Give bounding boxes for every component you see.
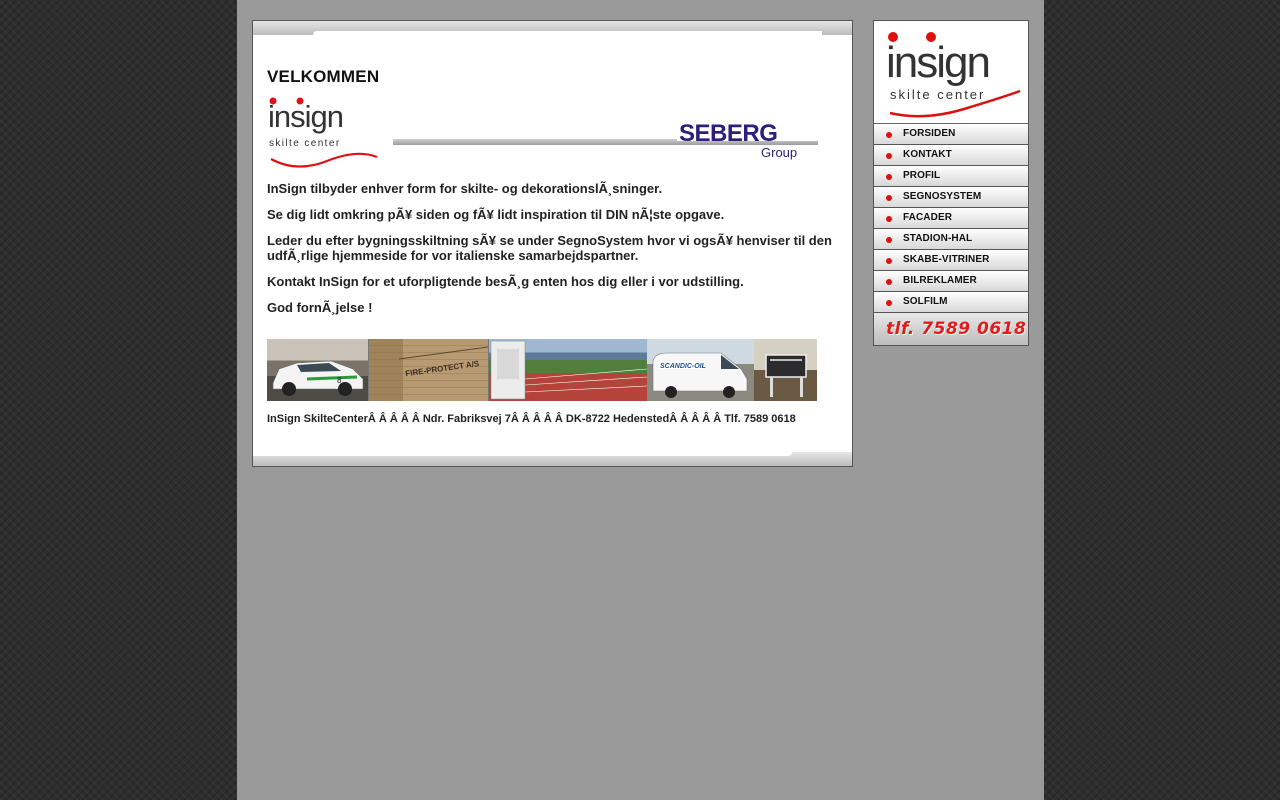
svg-text:insign: insign: [886, 38, 989, 87]
nav-item-skabe-vitriner[interactable]: [874, 250, 1028, 271]
panel-top-bar: [253, 21, 852, 35]
nav-label: FORSIDEN: [903, 128, 956, 139]
bullet-icon: [886, 300, 892, 306]
nav-item-bilreklamer[interactable]: [874, 271, 1028, 292]
nav-label: PROFIL: [903, 170, 941, 181]
nav-item-profil[interactable]: [874, 166, 1028, 187]
svg-text:Group: Group: [761, 145, 798, 160]
bullet-icon: [886, 174, 892, 180]
intro-paragraph-4: Kontakt InSign for et uforpligtende besÃ¸g enten hos dig eller i vor udstilling.: [267, 274, 744, 289]
seberg-group-logo: [677, 115, 819, 163]
photo-strip: [267, 331, 818, 401]
svg-text:skilte center: skilte center: [890, 87, 986, 102]
phone-banner: [874, 313, 1028, 345]
nav-item-facader[interactable]: [874, 208, 1028, 229]
intro-paragraph-5: God fornÃ¸jelse !: [267, 300, 373, 315]
nav-item-stadion-hal[interactable]: [874, 229, 1028, 250]
nav-label: SEGNOSYSTEM: [903, 191, 982, 202]
photo-van: [647, 339, 755, 401]
insign-logo: [267, 97, 381, 171]
photo-signboard: [754, 339, 817, 401]
bullet-icon: [886, 216, 892, 222]
nav-label: SOLFILM: [903, 296, 948, 307]
header-banner: [267, 97, 818, 171]
photo-stadium: [489, 339, 648, 401]
svg-text:8: 8: [337, 376, 342, 385]
nav-item-solfilm[interactable]: [874, 292, 1028, 313]
nav-label: SKABE-VITRINER: [903, 254, 990, 265]
nav-item-kontakt[interactable]: [874, 145, 1028, 166]
nav-label: KONTAKT: [903, 149, 952, 160]
insign-logo-large: [874, 21, 1028, 123]
photo-race-car: [267, 339, 369, 401]
svg-text:SCANDIC-OIL: SCANDIC-OIL: [660, 363, 706, 370]
page-title: VELKOMMEN: [267, 67, 380, 86]
bullet-icon: [886, 258, 892, 264]
intro-paragraph-3: Leder du efter bygningsskiltning sÃ¥ se under SegnoSystem hvor vi ogsÃ¥ henviser til den udfÃ¸rlige hjemmeside for vor italienske samarbejdspartner.: [267, 233, 832, 263]
sidebar: [873, 20, 1029, 346]
panel-bottom-bar: [253, 452, 852, 466]
address-footer: InSign SkilteCenterÂ Â Â Â Â Ndr. Fabriksvej 7Â Â Â Â Â DK-8722 HedenstedÂ Â Â Â Â Tlf. 7589 0618: [267, 413, 796, 425]
bullet-icon: [886, 195, 892, 201]
nav-label: STADION-HAL: [903, 233, 973, 244]
nav-item-segnosystem[interactable]: [874, 187, 1028, 208]
intro-paragraph-1: InSign tilbyder enhver form for skilte- og dekorationslÃ¸sninger.: [267, 181, 663, 196]
phone-number: tlf. 7589 0618: [886, 319, 1027, 339]
nav-label: FACADER: [903, 212, 953, 223]
logo-sub-text: skilte center: [269, 138, 341, 149]
main-content-panel: [252, 20, 853, 467]
intro-paragraph-2: Se dig lidt omkring pÃ¥ siden og fÃ¥ lidt inspiration til DIN nÃ¦ste opgave.: [267, 207, 725, 222]
bullet-icon: [886, 237, 892, 243]
nav-label: BILREKLAMER: [903, 275, 977, 286]
svg-text:SEBERG: SEBERG: [679, 120, 778, 147]
sidebar-logo[interactable]: [874, 21, 1028, 124]
bullet-icon: [886, 132, 892, 138]
svg-text:FIRE-PROTECT A/S: FIRE-PROTECT A/S: [404, 359, 480, 379]
bullet-icon: [886, 279, 892, 285]
photo-brick-sign: [369, 339, 489, 401]
nav-item-forsiden[interactable]: [874, 124, 1028, 145]
content-body: [267, 67, 837, 425]
logo-main-text: insign: [268, 99, 343, 134]
bullet-icon: [886, 153, 892, 159]
